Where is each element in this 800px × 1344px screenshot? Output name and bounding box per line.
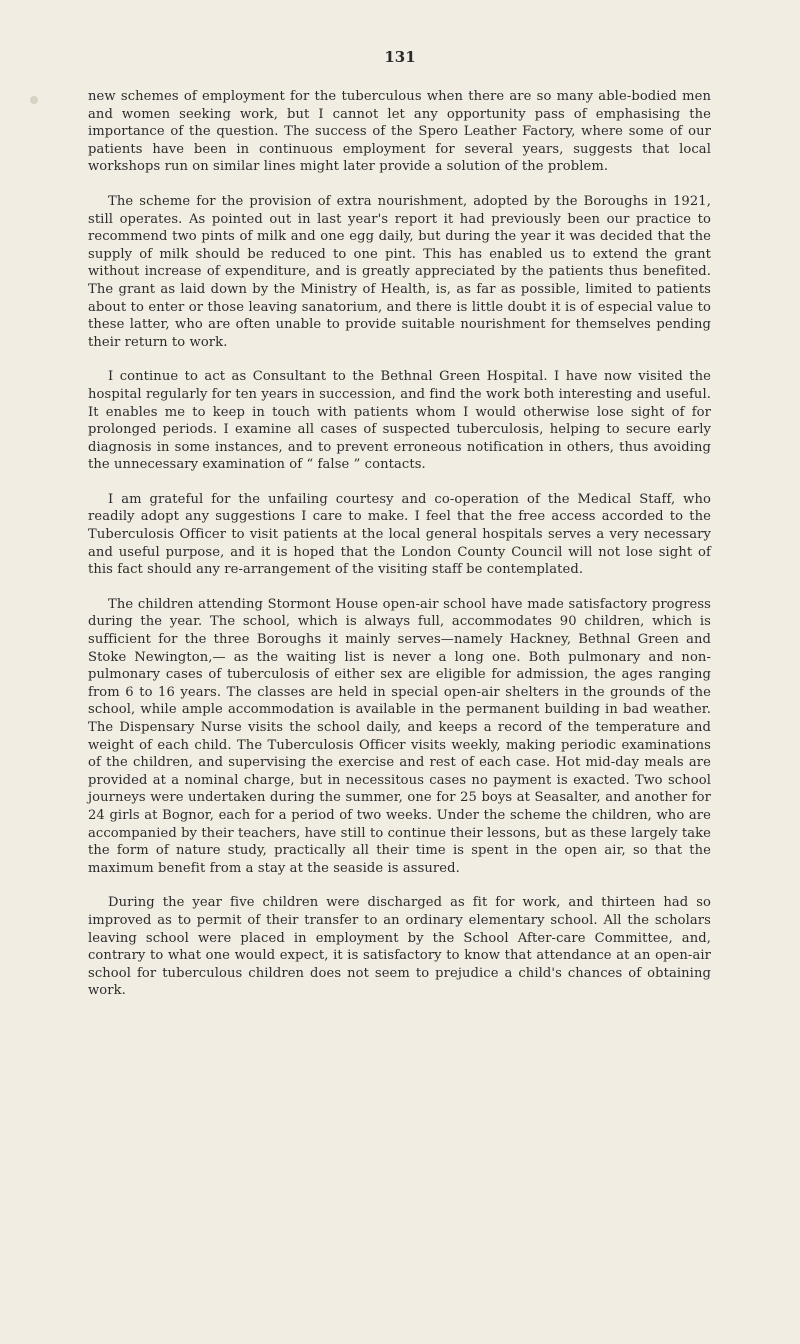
paragraph-medical-staff: I am grateful for the unfailing courtesy and co-operation of the Medical Staff, who readily adopt any suggestions I care to make. I feel that the free access accorded to the Tuberculosis Officer to visit patients at the local general hospitals serves a very necessary and useful purpose, and it is hoped that the London County Council will not lose sight of this fact should any re-arrangement of the visiting staff be contemplated. <box>88 491 711 578</box>
paragraph-employment: new schemes of employment for the tuberculous when there are so many able-bodied men and women seeking work, but I cannot let any opportunity pass of emphasising the importance of the question. The success of the Spero Leather Factory, where some of our patients have been in continuous employment for several years, suggests that local workshops run on similar lines might later provide a solution of the problem. <box>88 89 711 175</box>
paragraph-open-air-school: The children attending Stormont House open-air school have made satisfactory progress during the year. The school, which is always full, accommodates 90 children, which is sufficient for the three Boroughs it mainly serves—namely Hackney, Bethnal Green and Stoke Newington,— as the waiting list is never a long one. Both pulmonary and non-pulmonary cases of tuberculosis of either sex are eligible for admission, the ages ranging from 6 to 16 years. The classes are held in special open-air shelters in the grounds of the school, while ample accommodation is available in the permanent building in bad weather. The Dispensary Nurse visits the school daily, and keeps a record of the temperature and weight of each child. The Tuberculosis Officer visits weekly, making periodic examinations of the children, and supervising the exercise and rest of each case. Hot mid-day meals are provided at a nominal charge, but in necessitous cases no payment is exacted. Two school journeys were undertaken during the summer, one for 25 boys at Seasalter, and another for 24 girls at Bognor, each for a period of two weeks. Under the scheme the children, who are accompanied by their teachers, have still to continue their lessons, but as these largely take the form of nature study, practically all their time is spent in the open air, so that the maximum benefit from a stay at the seaside is assured. <box>88 596 712 876</box>
paragraph-discharges: During the year five children were discharged as fit for work, and thirteen had so improved as to permit of their transfer to an ordinary elementary school. All the scholars leaving school were placed in employment by the School After-care Committee, and, contrary to what one would expect, it is satisfactory to know that attendance at an open-air school for tuberculous children does not seem to prejudice a child's chances of obtaining work. <box>88 895 711 999</box>
paragraph-nourishment: The scheme for the provision of extra nourishment, adopted by the Boroughs in 1921, still operates. As pointed out in last year's report it had previously been our practice to recommend two pints of milk and one egg daily, but during the year it was decided that the supply of milk should be reduced to one pint. This has enabled us to extend the grant without increase of expenditure, and is greatly appreciated by the patients thus benefited. The grant as laid down by the Ministry of Health, is, as far as possible, limited to patients about to enter or those leaving sanatorium, and there is little doubt it is of especial value to these latter, who are often unable to provide suitable nourishment for themselves pending their return to work. <box>88 193 711 350</box>
paper-stain <box>30 96 38 104</box>
page-number: 131 <box>384 48 416 66</box>
paragraph-consultant: I continue to act as Consultant to the Bethnal Green Hospital. I have now visited the hospital regularly for ten years in succession, and find the work both interesting and useful. It enables me to keep in touch with patients whom I would otherwise lose sight of for prolonged periods. I examine all cases of suspected tuberculosis, helping to secure early diagnosis in some instances, and to prevent erroneous notification in others, thus avoiding the unnecessary examination of “ false ” contacts. <box>88 369 711 473</box>
body-text <box>88 88 711 1017</box>
